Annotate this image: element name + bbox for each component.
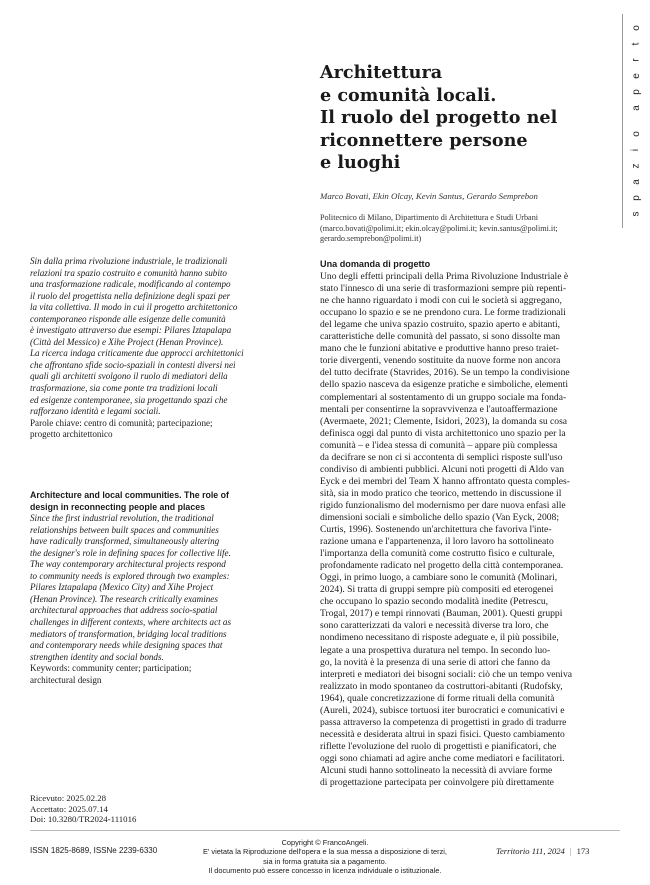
body-line: torie divergenti, venendo sostituite da nuove forme non ancora [320, 355, 561, 367]
date-line: Ricevuto: 2025.02.28 [30, 793, 106, 803]
affiliation-line: gerardo.semprebon@polimi.it) [320, 234, 422, 244]
body-line: (Aureli, 2024), subisce tortuosi iter burocratici e comunicativi e [320, 704, 565, 716]
abstract-english-heading [30, 490, 305, 513]
authors: Marco Bovati, Ekin Olcay, Kevin Santus, Gerardo Semprebon [320, 191, 538, 201]
tab-letter: s [630, 211, 642, 217]
body-line: necessità e desiderata altrui in spazi fisici. Questo cambiamento [320, 728, 565, 740]
section-tab [622, 14, 650, 228]
body-line: 2024). Si tratta di gruppi sempre più compositi ed eterogenei [320, 584, 554, 596]
body-line: rigido funzionalismo del modernismo per dare nuova enfasi alle [320, 499, 566, 511]
footer-separator: | [569, 846, 572, 856]
abstract-en-line: have radically transformed, simultaneously altering [30, 536, 220, 547]
body-line: dello spazio nasceva da esigenze pratiche e simboliche, elementi [320, 379, 568, 391]
abstract-en-line: relationships between built spaces and communities [30, 524, 219, 535]
body-line: caratteristiche delle comunità del passato, si sono dissolte man [320, 331, 561, 343]
article-dates [30, 793, 136, 825]
keywords-en-line: Keywords: community center; participation; [30, 663, 192, 674]
body-line: da decifrare se non ci si accontenta di semplici risposte sull'uso [320, 451, 563, 463]
body-line: profondamente radicato nel progetto della città contemporanea. [320, 560, 564, 572]
title-line: Architettura [320, 62, 443, 83]
page-number: 173 [576, 846, 590, 856]
body-line: stato l'innesco di una serie di trasformazioni sempre più repenti- [320, 283, 567, 295]
keywords-italian [30, 418, 305, 441]
body-line: sono caratterizzati da valori e necessità diverse tra loro, che [320, 620, 549, 632]
body-line: go, la novità è la presenza di una serie di attori che fanno da [320, 656, 551, 668]
abstract-it-line: che affrontano sfide socio-spaziali in contesti diversi nei [30, 359, 236, 370]
tab-letter: p [630, 195, 642, 201]
abstract-en-line: Since the first industrial revolution, the traditional [30, 513, 214, 524]
copyright-line: Il documento può essere concesso in licenza individuale o istituzionale. [208, 866, 442, 876]
abstract-english [30, 490, 305, 686]
body-line: ne che hanno riguardato i modi con cui le società si aggregano, [320, 295, 562, 307]
body-line: condiviso di ambienti pubblici. Alcuni noti progetti di Aldo van [320, 463, 565, 475]
body-line: razione umana e l'appartenenza, il loro lavoro ha sottolineato [320, 536, 554, 548]
tab-letter: a [630, 179, 642, 185]
abstract-en-line: (Henan Province). The research critically examines [30, 593, 218, 604]
body-line: Alcuni studi hanno sottolineato la necessità di avviare forme [320, 764, 553, 776]
tab-letter: p [630, 89, 642, 95]
tab-letter: a [630, 105, 642, 111]
abstract-it-line: relazioni tra spazio costruito e comunità hanno subito [30, 267, 227, 278]
body-line: sità, sia in modo pratico che teorico, mettendo in discussione il [320, 487, 562, 499]
body-line: Uno degli effetti principali della Prima Rivoluzione Industriale è [320, 271, 569, 283]
tab-letter: i [630, 148, 642, 152]
body-line: oggi sono chiamati ad agire anche come mediatori e facilitatori. [320, 752, 565, 764]
footer-rule [30, 830, 620, 831]
copyright-line: E' vietata la Riproduzione dell'opera e la sua messa a disposizione di terzi, [203, 847, 447, 857]
footer-page-info [496, 846, 589, 856]
keywords-it-line: progetto architettonico [30, 429, 113, 440]
body-line: nondimeno necessitano di risposte adeguate e, il più possibile, [320, 632, 559, 644]
body-line: complementari al sostentamento di un gruppo sociale ma fonda- [320, 391, 567, 403]
abstract-it-line: Sin dalla prima rivoluzione industriale, le tradizionali [30, 256, 228, 266]
body-line: passa attraverso la competenza di progettisti in grado di tradurre [320, 716, 567, 728]
title-line: e luoghi [320, 152, 401, 173]
body-line: occupano lo spazio e se ne prendono cura. Le forme tradizionali [320, 307, 566, 319]
body-line: Oggi, in primo luogo, a cambiare sono le comunità (Molinari, [320, 572, 558, 584]
copyright-line: Copyright © FrancoAngeli. [281, 838, 369, 847]
abstract-en-line: mediators of transformation, bridging local traditions [30, 628, 227, 639]
body-line: definisca oggi dal punto di vista architettonico uno spazio per la [320, 427, 566, 439]
tab-letter: t [630, 42, 642, 46]
footer-issn: ISSN 1825-8689, ISSNe 2239-6330 [30, 846, 158, 855]
tab-letter: o [630, 25, 642, 31]
section-tab-word-spazio [630, 126, 642, 222]
abstract-en-line: architectural approaches that address socio-spatial [30, 605, 218, 616]
abstract-en-line: Pilares Iztapalapa (Mexico City) and Xihe Project [30, 582, 214, 593]
body-line: del tutto decifrate (Stavrides, 2016). Se un tempo la condivisione [320, 367, 570, 379]
abstract-it-line: quali gli architetti svolgono il ruolo di mediatori della [30, 371, 228, 382]
title-line: e comunità locali. [320, 84, 497, 106]
abstract-it-line: trasformazione, sia come ponte tra tradizioni locali [30, 383, 218, 394]
title-line: Il ruolo del progetto nel [320, 107, 558, 128]
abstract-en-line: to community needs is explored through two examples: [30, 570, 230, 581]
abstract-it-line: rafforzano identità e legami sociali. [30, 406, 161, 417]
tab-letter: e [630, 73, 642, 79]
affiliation-line: (marco.bovati@polimi.it; ekin.olcay@polimi.it; kevin.santus@polimi.it; [320, 223, 558, 233]
abstract-en-line: The way contemporary architectural projects respond [30, 559, 226, 570]
date-line: Accettato: 2025.07.14 [30, 803, 108, 814]
abstract-en-heading-line: Architecture and local communities. The role of [30, 490, 229, 500]
abstract-it-line: il ruolo del progettista nella definizione degli spazi per [30, 290, 231, 301]
body-line: Trogal, 2017) e tempi rinnovati (Bauman, 2001). Questi gruppi [320, 608, 563, 620]
body-line: realizzato in modo spontaneo da costruttori-abitanti (Rudofsky, [320, 680, 563, 692]
body-line: dimensioni sociali e simboliche dello spazio (Van Eyck, 2008; [320, 511, 559, 523]
body-line: interpreti e mediatori dei bisogni sociali: ciò che un tempo veniva [320, 668, 573, 680]
body-line: (Avermaete, 2021; Clemente, Isidori, 2023), la domanda su cosa [320, 415, 568, 427]
body-line: di progettazione partecipata per coinvolgere più direttamente [320, 777, 554, 789]
abstract-it-line: una trasformazione radicale, modificando al contempo [30, 279, 231, 290]
section-heading: Una domanda di progetto [320, 259, 431, 269]
affiliation-line: Politecnico di Milano, Dipartimento di Architettura e Studi Urbani [320, 213, 539, 222]
body-line: comunità – e l'idea stessa di comunità – appare più complessa [320, 439, 558, 451]
article-title [320, 62, 620, 175]
body-line: mentali per consentirne la sopravvivenza e l'autoaffermazione [320, 403, 558, 415]
title-line: riconnettere persone [320, 129, 528, 151]
body-line: legate a una prospettiva duratura nel tempo. In secondo luo- [320, 644, 551, 656]
footer-journal: Territorio 111, 2024 [496, 846, 565, 856]
date-line: Doi: 10.3280/TR2024-111016 [30, 814, 137, 824]
body-line: Eyck e dei membri del Team X hanno affrontato questa comples- [320, 475, 570, 487]
keywords-en-line: architectural design [30, 674, 102, 685]
copyright-line: sia in forma gratuita sia a pagamento. [263, 856, 387, 866]
abstract-it-line: è investigato attraverso due esempi: Pilares Iztapalapa [30, 325, 232, 336]
abstract-en-heading-line: design in reconnecting people and places [30, 501, 205, 512]
article-body [320, 258, 602, 789]
affiliation [320, 213, 620, 245]
abstract-it-line: ed esigenze contemporanee, sia progettando spazi che [30, 394, 228, 405]
section-tab-word-aperto [630, 20, 642, 116]
abstract-en-line: and contemporary needs while designing spaces that [30, 640, 223, 651]
abstract-it-line: contemporaneo risponde alle esigenze delle comunità [30, 313, 226, 324]
tab-letter: o [630, 131, 642, 137]
body-line: mano che le funzioni abitative e produttive hanno preso traiet- [320, 343, 559, 355]
body-line: del legame che univa spazio costruito, spazio aperto e abitanti, [320, 319, 561, 331]
abstract-en-line: strengthen identity and social bonds. [30, 651, 164, 662]
keywords-english [30, 663, 305, 686]
body-line: Curtis, 1996). Sostenendo un'architettura che favoriva l'inte- [320, 524, 552, 536]
body-line: l'importanza della comunità come costrutto fisico e culturale, [320, 548, 555, 560]
footer-copyright [180, 838, 470, 876]
abstract-en-line: challenges in different contexts, where architects act as [30, 617, 232, 628]
keywords-it-line: Parole chiave: centro di comunità; partecipazione; [30, 417, 213, 428]
body-line: riflette l'evoluzione del ruolo di progettisti e pianificatori, che [320, 740, 557, 752]
abstract-italian [30, 256, 305, 441]
abstract-en-line: the designer's role in defining spaces for collective life. [30, 547, 231, 558]
body-line: che occupano lo spazio secondo modalità inedite (Petrescu, [320, 596, 549, 608]
abstract-it-line: (Città del Messico) e Xihe Project (Henan Province). [30, 336, 224, 347]
tab-letter: r [630, 58, 642, 62]
body-line: 1964), quale concretizzazione di forme rituali della comunità [320, 692, 555, 704]
tab-letter: z [630, 163, 642, 169]
abstract-it-line: la vita collettiva. Il modo in cui il progetto architettonico [30, 302, 238, 313]
abstract-it-line: La ricerca indaga criticamente due approcci architettonici [30, 348, 244, 359]
